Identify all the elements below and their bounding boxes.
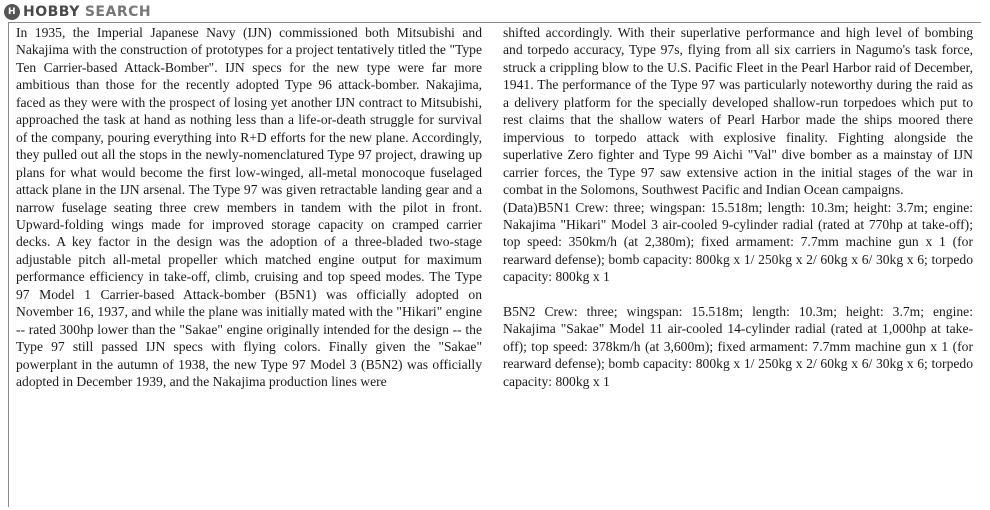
paragraph-spacer: [503, 286, 973, 303]
description-left-column: [16, 24, 482, 391]
logo-brand-name: HOBBY: [23, 4, 80, 20]
hobby-search-logo: [4, 3, 151, 21]
description-right-column: [503, 24, 973, 390]
logo-section-name: SEARCH: [84, 4, 152, 20]
b5n1-specs-paragraph: (Data)B5N1 Crew: three; wingspan: 15.518m; length: 10.3m; height: 3.7m; engine: Nakajima "Hikari" Model 3 air-cooled 9-cylinder radial (rated at 770hp at take-off); top speed: 350km/h (at 2,380m); fixed armament: 7.7mm machine gun x 1 (for rearward defense); bomb capacity: 800kg x 1/ 250kg x 2/ 60kg x 6/ 30kg x 6; torpedo capacity: 800kg x 1: [503, 199, 973, 285]
logo-mark-icon: H: [4, 4, 20, 20]
history-paragraph-part-2: shifted accordingly. With their superlative performance and high level of bombing and torpedo accuracy, Type 97s, flying from all six carriers in Nagumo's task force, struck a crippling blow to the U.S. Pacific Fleet in the Pearl Harbor raid of December, 1941. The performance of the Type 97 was particularly noteworthy during the raid as a delivery platform for the specially developed shallow-run torpedoes which put to rest claims that the shallow waters of Pearl Harbor made the ships moored there impervious to torpedo attack with explosive finality. Fighting alongside the superlative Zero fighter and Type 99 Aichi "Val" dive bomber as a mainstay of IJN carrier forces, the Type 97 saw extensive action in the initial stages of the war in combat in the Solomons, Southwest Pacific and Indian Ocean campaigns.: [503, 25, 973, 198]
b5n2-specs-paragraph: B5N2 Crew: three; wingspan: 15.518m; length: 10.3m; height: 3.7m; engine: Nakajima "Sakae" Model 11 air-cooled 14-cylinder radial (rated at 1,000hp at take-off); top speed: 378km/h (at 3,600m); fixed armament: 7.7mm machine gun x 1 (for rearward defense); bomb capacity: 800kg x 1/ 250kg x 2/ 60kg x 6/ 30kg x 6; torpedo capacity: 800kg x 1: [503, 303, 973, 389]
history-paragraph-part-1: In 1935, the Imperial Japanese Navy (IJN) commissioned both Mitsubishi and Nakajima with the construction of prototypes for a project tentatively titled the "Type Ten Carrier-based Attack-Bomber". IJN specs for the new type were far more ambitious than those for the recently adopted Type 96 attack-bomber. Nakajima, faced as they were with the prospect of losing yet another IJN contract to Mitsubishi, approached the task at hand as nothing less than a life-or-death struggle for survival of the company, pouring everything into R+D efforts for the new plane. Accordingly, they pulled out all the stops in the newly-nomenclatured Type 97 project, drawing up plans for what would become the first low-winged, all-metal monocoque fuselaged attack plane in the IJN arsenal. The Type 97 was given retractable landing gear and a narrow fuselage seating three crew members in tandem with the pilot in front. Upward-folding wings made for improved storage capacity on cramped carrier decks. A key factor in the design was the adoption of a three-bladed two-stage adjustable pitch all-metal propeller which matched engine output for maximum performance efficiency in take-off, climb, cruising and top speed modes. The Type 97 Model 1 Carrier-based Attack-bomber (B5N1) was officially adopted on November 16, 1937, and while the plane was initially mated with the "Hikari" engine -- rated 300hp lower than the "Sakae" engine originally intended for the design -- the Type 97 still passed IJN specs with flying colors. Finally given the "Sakae" powerplant in the autumn of 1938, the new Type 97 Model 3 (B5N2) was officially adopted in December 1939, and the Nakajima production lines were: [16, 25, 482, 390]
